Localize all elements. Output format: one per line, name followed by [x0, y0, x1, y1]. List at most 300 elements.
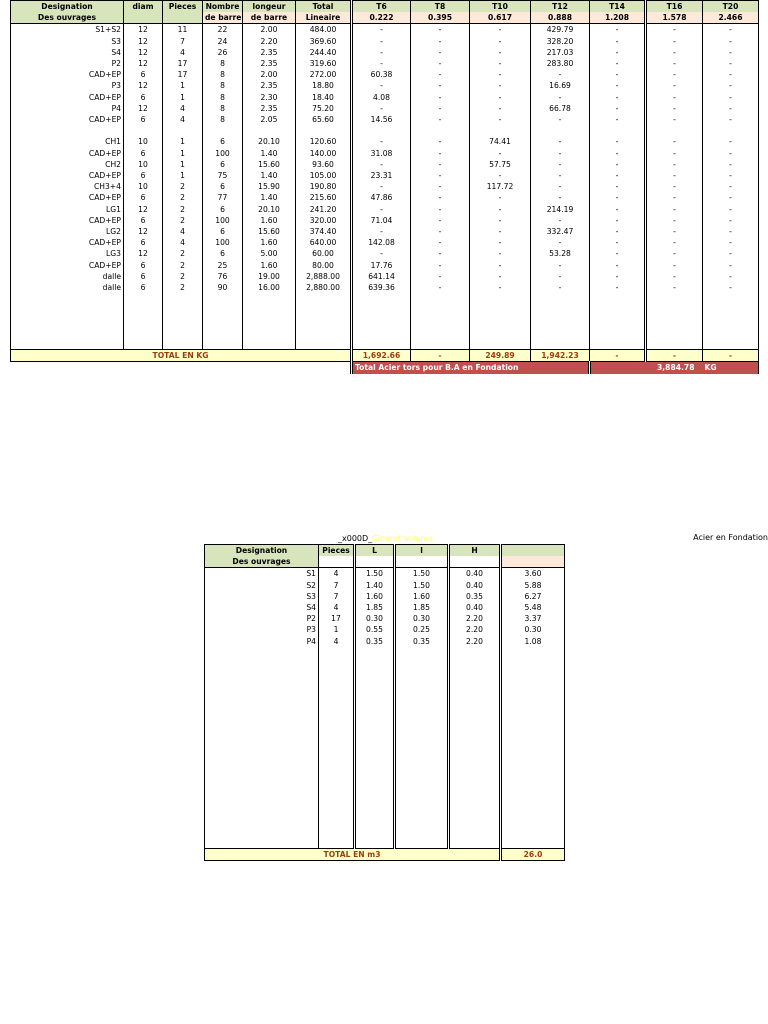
header-bar-t20: T20 — [703, 1, 759, 13]
header-bar-t8: T8 — [411, 1, 470, 13]
empty-cell — [352, 327, 411, 338]
cell-pieces: 4 — [163, 47, 203, 58]
cell-t20: - — [703, 24, 759, 36]
cell-designation: P4 — [11, 103, 124, 114]
cell-total: 120.60 — [296, 136, 352, 147]
empty-cell — [352, 304, 411, 315]
header-diam: diam — [124, 1, 163, 13]
cell-t16: - — [646, 69, 703, 80]
cell-t16: - — [646, 136, 703, 147]
empty-cell — [243, 316, 296, 327]
cell-total: 80.00 — [296, 260, 352, 271]
cell-L: 0.30 — [355, 613, 395, 624]
empty-cell — [501, 803, 565, 814]
total-t14: - — [590, 350, 646, 362]
cell-t12: - — [531, 92, 590, 103]
empty-cell — [411, 316, 470, 327]
cell-t8: - — [411, 47, 470, 58]
cell-t12: - — [531, 170, 590, 181]
empty-cell — [352, 293, 411, 304]
empty-cell — [590, 338, 646, 350]
empty-cell — [163, 338, 203, 350]
cell-longeur: 2.05 — [243, 114, 296, 125]
header-total-sub: Lineaire — [296, 12, 352, 24]
cell-t20: - — [703, 47, 759, 58]
empty-cell — [531, 304, 590, 315]
table-row — [205, 568, 565, 580]
empty-cell — [355, 680, 395, 691]
table-row — [11, 248, 759, 259]
cell-pieces: 4 — [319, 568, 355, 580]
cell-H: 0.40 — [449, 568, 501, 580]
cell-pieces: 4 — [163, 103, 203, 114]
empty-cell — [319, 826, 355, 837]
empty-cell — [243, 293, 296, 304]
empty-cell — [243, 304, 296, 315]
header-bar-t16: T16 — [646, 1, 703, 13]
cell-volume: 0.30 — [501, 624, 565, 635]
cell-t14: - — [590, 136, 646, 147]
table-row — [205, 613, 565, 624]
cell-t16: - — [646, 237, 703, 248]
empty-row — [11, 316, 759, 327]
total-m3-value: 26.0 — [501, 849, 565, 861]
cell-diam: 6 — [124, 271, 163, 282]
cell-nombre: 8 — [203, 80, 243, 91]
concrete-caption-faint: Ciment volume — [372, 534, 434, 543]
weight-t10: 0.617 — [470, 12, 531, 24]
empty-cell — [205, 748, 319, 759]
cell-t6: 17.76 — [352, 260, 411, 271]
empty-cell — [319, 803, 355, 814]
empty-cell — [395, 725, 449, 736]
cell-t6: - — [352, 159, 411, 170]
cell-t10: - — [470, 204, 531, 215]
cell-nombre: 8 — [203, 92, 243, 103]
cell-longeur: 2.35 — [243, 103, 296, 114]
cell-t6: - — [352, 248, 411, 259]
empty-row — [11, 338, 759, 350]
empty-cell — [319, 770, 355, 781]
cell-nombre: 100 — [203, 215, 243, 226]
cell-t16: - — [646, 192, 703, 203]
cell-total: 215.60 — [296, 192, 352, 203]
cell-volume: 6.27 — [501, 591, 565, 602]
cell-t14: - — [590, 237, 646, 248]
cell-pieces: 4 — [163, 237, 203, 248]
cell-t8: - — [411, 159, 470, 170]
empty-cell — [449, 770, 501, 781]
grand-total-label: Total Acier tors pour B.A en Fondation — [352, 362, 590, 374]
table-row — [11, 92, 759, 103]
rebar-total-row — [11, 350, 759, 362]
empty-cell — [470, 304, 531, 315]
cell-t12: - — [531, 148, 590, 159]
c-header-H-sub — [449, 556, 501, 568]
cell-t6: 142.08 — [352, 237, 411, 248]
grand-total-row — [11, 362, 759, 374]
cell-t12: - — [531, 215, 590, 226]
cell-t8: - — [411, 103, 470, 114]
table-row — [11, 125, 759, 136]
cell-designation: CAD+EP — [11, 192, 124, 203]
cell-t16: - — [646, 92, 703, 103]
cell-nombre: 24 — [203, 36, 243, 47]
cell-t6: 71.04 — [352, 215, 411, 226]
cell-t6: - — [352, 103, 411, 114]
cell-L: 0.35 — [355, 636, 395, 647]
empty-cell — [646, 316, 703, 327]
cell-total: 272.00 — [296, 69, 352, 80]
cell-t16: - — [646, 282, 703, 293]
c-header-pieces-sub — [319, 556, 355, 568]
cell-total: 140.00 — [296, 148, 352, 159]
cell-t8: - — [411, 181, 470, 192]
empty-cell — [590, 304, 646, 315]
total-m3-label: TOTAL EN m3 — [205, 849, 501, 861]
cell-t12: - — [531, 260, 590, 271]
cell-t6: 23.31 — [352, 170, 411, 181]
empty-cell — [355, 748, 395, 759]
header-pieces: Pieces — [163, 1, 203, 13]
c-header-pieces: Pieces — [319, 545, 355, 557]
weight-t12: 0.888 — [531, 12, 590, 24]
cell-pieces: 7 — [163, 36, 203, 47]
empty-cell — [124, 338, 163, 350]
cell-t20: - — [703, 282, 759, 293]
cell-t14: - — [590, 24, 646, 36]
cell-nombre: 90 — [203, 282, 243, 293]
cell-t10: - — [470, 24, 531, 36]
cell-nombre: 6 — [203, 181, 243, 192]
empty-cell — [205, 647, 319, 658]
header-bar-t6: T6 — [352, 1, 411, 13]
empty-cell — [203, 304, 243, 315]
empty-cell — [205, 658, 319, 669]
empty-cell — [449, 714, 501, 725]
cell-t6: - — [352, 181, 411, 192]
cell-H: 0.40 — [449, 580, 501, 591]
cell-t20: - — [703, 58, 759, 69]
empty-cell — [531, 316, 590, 327]
empty-cell — [395, 803, 449, 814]
header-longeur: longeur — [243, 1, 296, 13]
cell-volume: 5.48 — [501, 602, 565, 613]
empty-cell — [395, 647, 449, 658]
empty-cell — [319, 837, 355, 849]
cell-longeur: 2.00 — [243, 24, 296, 36]
cell-t6: - — [352, 58, 411, 69]
empty-cell — [590, 316, 646, 327]
cell-t10 — [470, 125, 531, 136]
cell-designation: S4 — [11, 47, 124, 58]
empty-cell — [243, 338, 296, 350]
cell-t14: - — [590, 114, 646, 125]
cell-designation: CH1 — [11, 136, 124, 147]
empty-cell — [501, 826, 565, 837]
empty-cell — [449, 748, 501, 759]
empty-cell — [395, 770, 449, 781]
cell-H: 2.20 — [449, 636, 501, 647]
cell-diam: 12 — [124, 248, 163, 259]
cell-t10: - — [470, 36, 531, 47]
empty-cell — [501, 736, 565, 747]
empty-cell — [501, 770, 565, 781]
cell-t10: - — [470, 260, 531, 271]
cell-longeur: 19.00 — [243, 271, 296, 282]
total-t20: - — [703, 350, 759, 362]
empty-cell — [449, 703, 501, 714]
cell-t16 — [646, 125, 703, 136]
table-row — [205, 580, 565, 591]
empty-cell — [355, 692, 395, 703]
empty-cell — [470, 316, 531, 327]
empty-cell — [124, 304, 163, 315]
cell-t6: 60.38 — [352, 69, 411, 80]
empty-cell — [203, 327, 243, 338]
cell-designation: dalle — [11, 271, 124, 282]
empty-cell — [203, 293, 243, 304]
cell-diam: 12 — [124, 58, 163, 69]
cell-t20: - — [703, 148, 759, 159]
cell-longeur: 2.30 — [243, 92, 296, 103]
cell-t12: - — [531, 282, 590, 293]
cell-t6: - — [352, 136, 411, 147]
empty-cell — [205, 826, 319, 837]
empty-cell — [395, 703, 449, 714]
cell-t8: - — [411, 237, 470, 248]
cell-t14: - — [590, 181, 646, 192]
empty-cell — [531, 338, 590, 350]
empty-cell — [449, 692, 501, 703]
cell-longeur: 2.35 — [243, 80, 296, 91]
cell-t12: 66.78 — [531, 103, 590, 114]
empty-cell — [319, 703, 355, 714]
empty-cell — [449, 803, 501, 814]
empty-row — [205, 837, 565, 849]
cell-t14: - — [590, 192, 646, 203]
cell-total: 65.60 — [296, 114, 352, 125]
cell-designation: S1 — [205, 568, 319, 580]
cell-nombre: 100 — [203, 148, 243, 159]
empty-cell — [205, 703, 319, 714]
cell-t12: - — [531, 181, 590, 192]
empty-cell — [11, 293, 124, 304]
cell-t20: - — [703, 159, 759, 170]
cell-l: 0.30 — [395, 613, 449, 624]
cell-longeur: 20.10 — [243, 204, 296, 215]
cell-t16: - — [646, 159, 703, 170]
cell-t6: 47.86 — [352, 192, 411, 203]
header-pieces-sub — [163, 12, 203, 24]
empty-row — [205, 748, 565, 759]
cell-nombre: 75 — [203, 170, 243, 181]
table-row — [11, 260, 759, 271]
cell-L: 1.40 — [355, 580, 395, 591]
cell-total: 319.60 — [296, 58, 352, 69]
empty-row — [205, 714, 565, 725]
cell-total: 2,880.00 — [296, 282, 352, 293]
cell-diam: 6 — [124, 148, 163, 159]
cell-diam: 6 — [124, 260, 163, 271]
cell-designation: S3 — [205, 591, 319, 602]
empty-cell — [355, 714, 395, 725]
empty-cell — [296, 338, 352, 350]
total-t12: 1,942.23 — [531, 350, 590, 362]
empty-row — [205, 826, 565, 837]
empty-cell — [449, 680, 501, 691]
cell-total: 190.80 — [296, 181, 352, 192]
cell-t12 — [531, 125, 590, 136]
cell-t8: - — [411, 148, 470, 159]
cell-t12: 214.19 — [531, 204, 590, 215]
cell-t8: - — [411, 170, 470, 181]
empty-cell — [205, 792, 319, 803]
empty-row — [205, 803, 565, 814]
cell-t6: - — [352, 47, 411, 58]
concrete-caption-text: _x000D_ — [338, 534, 373, 543]
cell-longeur: 1.40 — [243, 170, 296, 181]
empty-row — [205, 770, 565, 781]
c-header-volume-sub — [501, 556, 565, 568]
empty-cell — [395, 669, 449, 680]
empty-cell — [296, 304, 352, 315]
concrete-table-body — [205, 568, 565, 849]
cell-total: 484.00 — [296, 24, 352, 36]
cell-diam: 10 — [124, 159, 163, 170]
cell-L: 1.60 — [355, 591, 395, 602]
empty-cell — [646, 304, 703, 315]
cell-designation: CAD+EP — [11, 260, 124, 271]
cell-t8: - — [411, 114, 470, 125]
cell-designation: S1+S2 — [11, 24, 124, 36]
empty-cell — [205, 680, 319, 691]
cell-nombre: 8 — [203, 114, 243, 125]
empty-cell — [355, 837, 395, 849]
cell-nombre: 8 — [203, 58, 243, 69]
table-row — [11, 237, 759, 248]
empty-cell — [703, 304, 759, 315]
empty-cell — [352, 316, 411, 327]
cell-t10: - — [470, 69, 531, 80]
cell-total: 2,888.00 — [296, 271, 352, 282]
cell-t8: - — [411, 282, 470, 293]
weight-t6: 0.222 — [352, 12, 411, 24]
empty-cell — [501, 647, 565, 658]
cell-nombre: 6 — [203, 226, 243, 237]
cell-t10: - — [470, 80, 531, 91]
c-header-l: l — [395, 545, 449, 557]
empty-cell — [124, 327, 163, 338]
header-nombre-sub: de barre — [203, 12, 243, 24]
cell-designation: CAD+EP — [11, 114, 124, 125]
empty-cell — [501, 658, 565, 669]
empty-cell — [203, 316, 243, 327]
cell-t20: - — [703, 114, 759, 125]
cell-t6: - — [352, 36, 411, 47]
empty-cell — [501, 703, 565, 714]
table-row — [205, 591, 565, 602]
cell-volume: 3.60 — [501, 568, 565, 580]
cell-total: 374.40 — [296, 226, 352, 237]
cell-t12: - — [531, 192, 590, 203]
empty-cell — [11, 316, 124, 327]
header-designation-sub: Des ouvrages — [11, 12, 124, 24]
c-header-L: L — [355, 545, 395, 557]
cell-diam: 10 — [124, 136, 163, 147]
cell-longeur: 5.00 — [243, 248, 296, 259]
cell-t14: - — [590, 170, 646, 181]
empty-cell — [355, 736, 395, 747]
table-row — [11, 47, 759, 58]
rebar-table-body — [11, 24, 759, 350]
cell-t12: - — [531, 69, 590, 80]
cell-nombre: 22 — [203, 24, 243, 36]
empty-cell — [449, 837, 501, 849]
empty-cell — [163, 293, 203, 304]
cell-t10: - — [470, 248, 531, 259]
empty-cell — [205, 692, 319, 703]
cell-t12: 217.03 — [531, 47, 590, 58]
cell-pieces: 7 — [319, 591, 355, 602]
empty-cell — [501, 815, 565, 826]
empty-cell — [590, 327, 646, 338]
cell-l: 1.50 — [395, 580, 449, 591]
table-row — [11, 204, 759, 215]
empty-cell — [449, 781, 501, 792]
cell-longeur: 15.60 — [243, 159, 296, 170]
empty-cell — [205, 770, 319, 781]
empty-cell — [205, 759, 319, 770]
empty-cell — [395, 815, 449, 826]
empty-cell — [296, 327, 352, 338]
header-nombre: Nombre — [203, 1, 243, 13]
empty-row — [205, 792, 565, 803]
empty-cell — [395, 837, 449, 849]
cell-designation: P3 — [11, 80, 124, 91]
empty-cell — [411, 304, 470, 315]
empty-cell — [205, 803, 319, 814]
weight-t16: 1.578 — [646, 12, 703, 24]
empty-cell — [470, 338, 531, 350]
empty-cell — [11, 304, 124, 315]
empty-cell — [449, 725, 501, 736]
empty-row — [205, 658, 565, 669]
cell-t20: - — [703, 80, 759, 91]
empty-cell — [501, 714, 565, 725]
header-longeur-sub: de barre — [243, 12, 296, 24]
cell-total: 75.20 — [296, 103, 352, 114]
cell-designation: CAD+EP — [11, 148, 124, 159]
total-kg-label: TOTAL EN KG — [11, 350, 352, 362]
table-row — [11, 271, 759, 282]
cell-t8: - — [411, 58, 470, 69]
cell-t10: - — [470, 237, 531, 248]
cell-pieces: 7 — [319, 580, 355, 591]
cell-t14: - — [590, 204, 646, 215]
cell-t10: 117.72 — [470, 181, 531, 192]
empty-cell — [319, 658, 355, 669]
empty-cell — [501, 669, 565, 680]
cell-pieces: 2 — [163, 260, 203, 271]
cell-t6: 4.08 — [352, 92, 411, 103]
empty-cell — [319, 692, 355, 703]
total-t10: 249.89 — [470, 350, 531, 362]
cell-pieces: 2 — [163, 282, 203, 293]
cell-nombre: 100 — [203, 237, 243, 248]
table-row — [11, 181, 759, 192]
empty-cell — [470, 293, 531, 304]
